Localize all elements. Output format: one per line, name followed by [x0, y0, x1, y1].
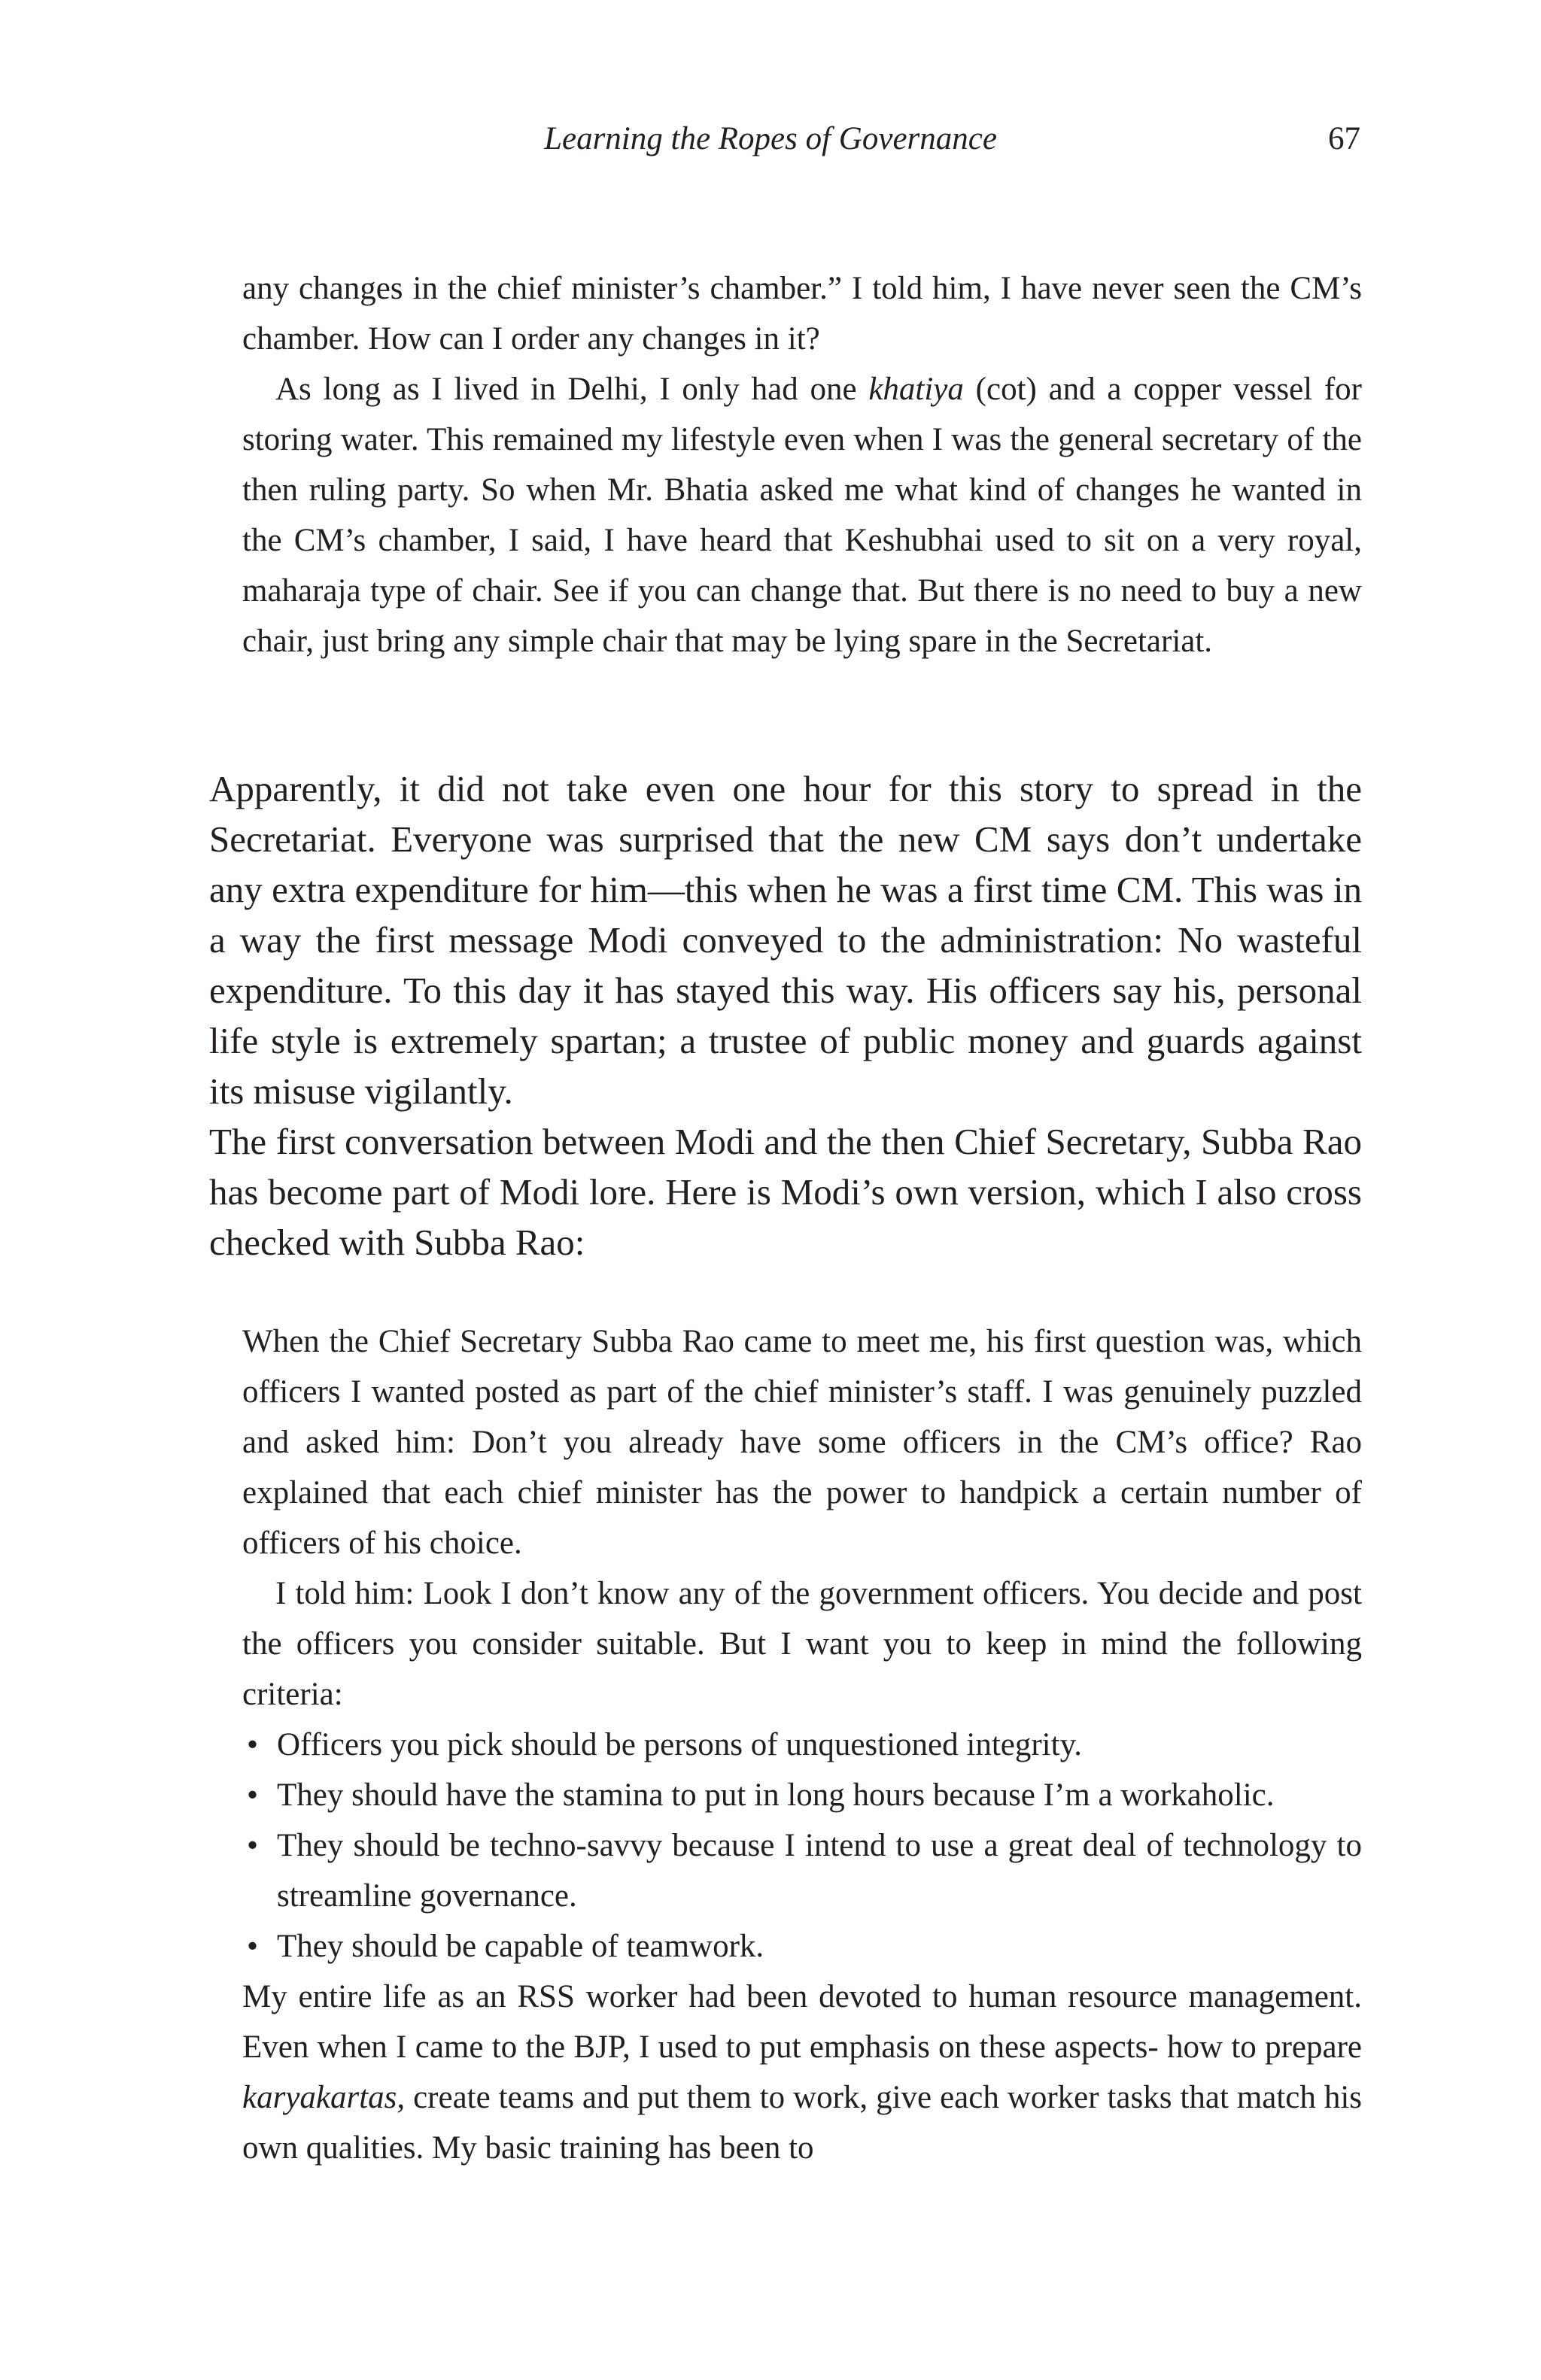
extract-2-paragraph-2: I told him: Look I don’t know any of the government officers. You decide and post the officers you consider suitable. But I want you to keep in mind the following criteria:: [242, 1576, 1362, 1712]
bullet-icon: •: [247, 1929, 259, 1964]
list-item-text: They should have the stamina to put in long hours because I’m a workaholic.: [277, 1777, 1275, 1813]
list-item: [242, 1921, 1362, 1972]
list-item: [242, 1720, 1362, 1770]
body-paragraph-1: Apparently, it did not take even one hour for this story to spread in the Secretariat. Everyone was surprised that the new CM says don’t undertake any extra expenditure for him—this when he was a first time CM. This was in a way the first message Modi conveyed to the administration: No wasteful expenditure. To this day it has stayed this way. His officers say his, personal life style is extremely spartan; a trustee of public money and guards against its misuse vigilantly.: [209, 768, 1362, 1112]
body-paragraph-2: The first conversation between Modi and the then Chief Secretary, Subba Rao has become part of Modi lore. Here is Modi’s own version, which I also cross checked with Subba Rao:: [209, 1121, 1362, 1263]
extract-2-paragraph-1: When the Chief Secretary Subba Rao came to meet me, his first question was, which officers I wanted posted as part of the chief minister’s staff. I was genuinely puzzled and asked him: Don’t you already have some officers in the CM’s office? Rao explained that each chief minister has the power to handpick a certain number of officers of his choice.: [242, 1324, 1362, 1561]
extract-1-paragraph-2-text-before: As long as I lived in Delhi, I only had one: [275, 372, 869, 407]
list-item-text: They should be techno-savvy because I intend to use a great deal of technology to streamline governance.: [277, 1828, 1362, 1914]
list-item: [242, 1770, 1362, 1820]
extract-2-paragraph-3-text-before: My entire life as an RSS worker had been devoted to human resource management. Even when I came to the BJP, I used to put emphasis on these aspects- how to prepare: [242, 1979, 1362, 2065]
list-item-text: They should be capable of teamwork.: [277, 1929, 764, 1964]
list-item: [242, 1820, 1362, 1921]
list-item-text: Officers you pick should be persons of unquestioned integrity.: [277, 1727, 1083, 1762]
body-text: [209, 763, 1362, 1267]
extract-2-paragraph-3-text-after: create teams and put them to work, give each worker tasks that match his own qualities. My basic training has been to: [242, 2080, 1362, 2166]
italic-term-khatiya: khatiya: [868, 372, 964, 407]
extract-2-paragraph-3: [242, 1972, 1362, 2173]
criteria-list: [242, 1720, 1362, 1972]
bullet-icon: •: [247, 1828, 259, 1863]
extract-1-paragraph-2-text-after: (cot) and a copper vessel for storing water. This remained my lifestyle even when I was the general secretary of the then ruling party. So when Mr. Bhatia asked me what kind of changes he wanted in the CM’s chamber, I said, I have heard that Keshubhai used to sit on a very royal, maharaja type of chair. See if you can change that. But there is no need to buy a new chair, just bring any simple chair that may be lying spare in the Secretariat.: [242, 372, 1362, 659]
italic-term-karyakartas: karyakartas,: [242, 2080, 406, 2115]
extract-1-paragraph-1: any changes in the chief minister’s chamber.” I told him, I have never seen the CM’s chamber. How can I order any changes in it?: [242, 271, 1362, 357]
quoted-extract-1: [242, 263, 1362, 666]
bullet-icon: •: [247, 1777, 259, 1813]
running-head: [0, 113, 1541, 165]
bullet-icon: •: [247, 1727, 259, 1762]
running-title: Learning the Ropes of Governance: [544, 121, 997, 156]
page-number: 67: [1328, 121, 1360, 156]
extract-1-paragraph-2: [242, 364, 1362, 666]
quoted-extract-2: [242, 1316, 1362, 2173]
